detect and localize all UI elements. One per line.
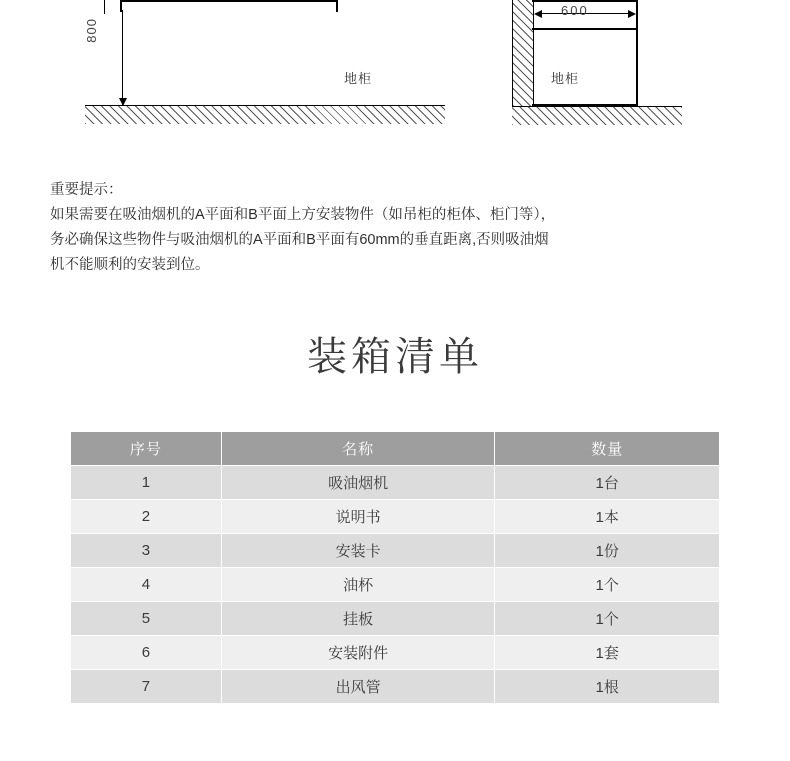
cell-name: 说明书 [221,500,495,534]
cell-no: 4 [71,568,222,602]
floor-hatch-right [512,106,682,125]
table-row [71,466,720,500]
table-row [71,568,720,602]
note-line-2: 务必确保这些物件与吸油烟机的A平面和B平面有60mm的垂直距离,否则吸油烟 [50,232,549,248]
cell-qty: 1根 [495,670,720,704]
column-header-name: 名称 [221,432,495,466]
cell-name: 安装卡 [221,534,495,568]
cell-qty: 1个 [495,602,720,636]
note-line-1: 如果需要在吸油烟机的A平面和B平面上方安装物件（如吊柜的柜体、柜门等）， [50,207,556,223]
dimension-line-800 [122,10,123,105]
cabinet-label-left: 地柜 [344,71,373,86]
cell-name: 出风管 [221,670,495,704]
cell-no: 3 [71,534,222,568]
installation-diagram [0,0,790,145]
table-row [71,602,720,636]
table-header-row [71,432,720,466]
floor-hatch-left [85,105,445,124]
cell-qty: 1套 [495,636,720,670]
hood-bottom-line [120,0,338,2]
cell-no: 1 [71,466,222,500]
important-note [50,178,750,278]
cell-qty: 1个 [495,568,720,602]
cabinet-right-edge [636,30,638,106]
dimension-tick-left [104,0,105,14]
table-header [71,432,720,466]
packing-list-table [70,431,720,704]
dimension-arrow-left-600 [534,10,542,18]
upper-box-right-edge [636,0,638,30]
dimension-arrow-right-600 [628,10,636,18]
cell-name: 油杯 [221,568,495,602]
cell-qty: 1份 [495,534,720,568]
upper-box-bottom-line [532,28,638,30]
upper-box-top-line [532,0,638,2]
table-body [71,466,720,704]
hood-right-edge [336,0,338,12]
page-title: 装箱清单 [307,334,483,379]
cell-no: 5 [71,602,222,636]
dimension-label-800: 800 [84,18,99,43]
cell-name: 安装附件 [221,636,495,670]
cell-name: 吸油烟机 [221,466,495,500]
table-row [71,534,720,568]
cell-qty: 1本 [495,500,720,534]
column-header-no: 序号 [71,432,222,466]
cell-no: 2 [71,500,222,534]
note-line-3: 机不能顺利的安装到位。 [50,257,210,273]
table-row [71,670,720,704]
cell-no: 7 [71,670,222,704]
table-row [71,636,720,670]
table-row [71,500,720,534]
cell-qty: 1台 [495,466,720,500]
cell-no: 6 [71,636,222,670]
cell-name: 挂板 [221,602,495,636]
wall-hatch-right [512,0,534,106]
note-title: 重要提示： [50,182,123,198]
dimension-label-600: 600 [561,3,589,18]
column-header-qty: 数量 [495,432,720,466]
cabinet-label-right: 地柜 [551,71,580,86]
